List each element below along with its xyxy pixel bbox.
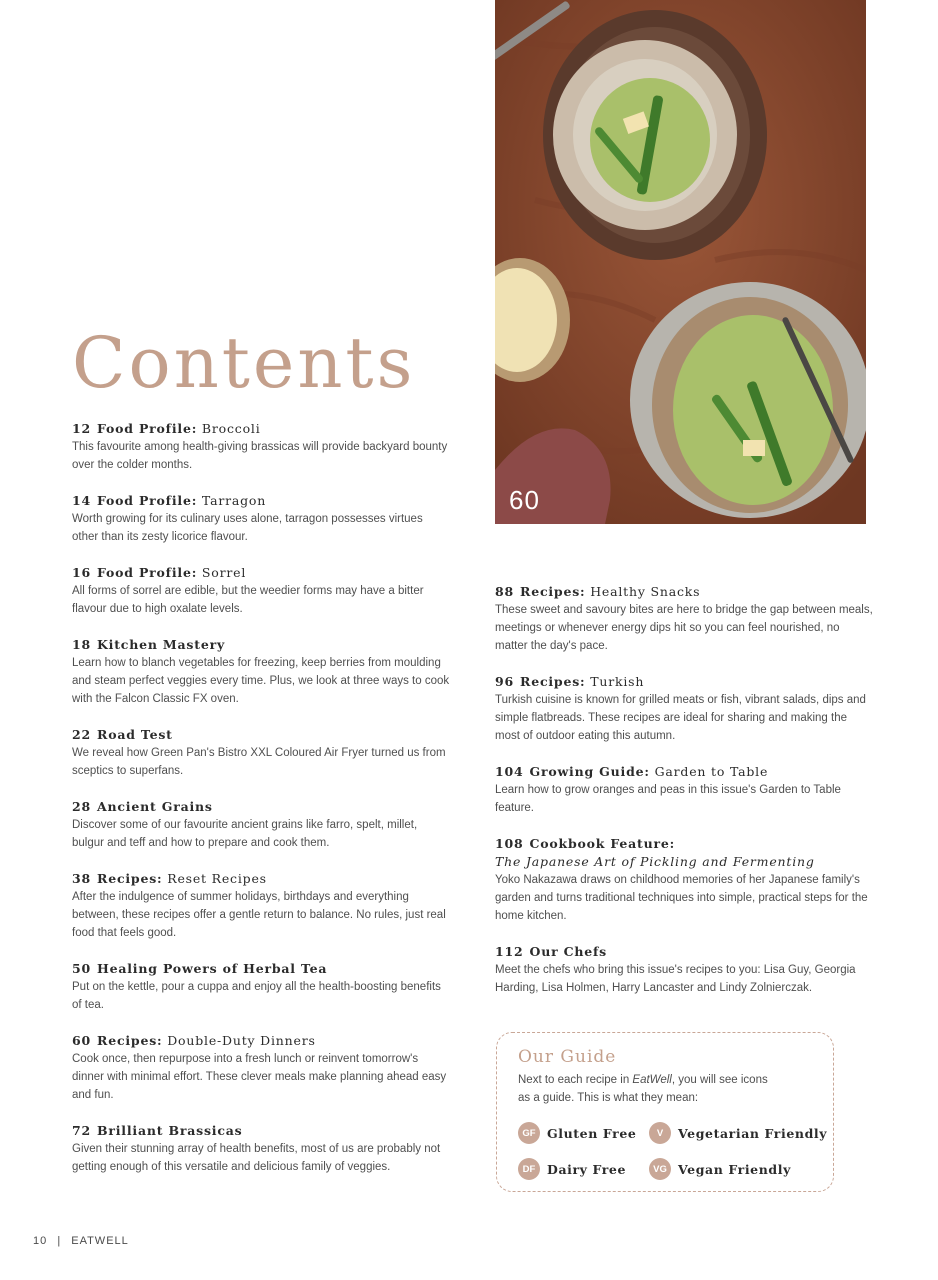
entry-page-number: 38: [72, 871, 91, 886]
entry-description: Yoko Nakazawa draws on childhood memories of her Japanese family's garden and turns traditional techniques into simple, practical steps for the home kitchen.: [495, 874, 868, 922]
contents-list-left: [72, 420, 452, 1194]
entry-subtitle: Broccoli: [201, 421, 261, 436]
entry-subtitle: Reset Recipes: [167, 871, 267, 886]
entry-page-number: 18: [72, 637, 91, 652]
entry-description: Cook once, then repurpose into a fresh lunch or reinvent tomorrow's dinner with minimal effort. These clever meals make planning ahead easy and fun.: [72, 1053, 447, 1101]
contents-entry[interactable]: [72, 726, 452, 780]
entry-heading: [72, 798, 452, 816]
our-guide-box: [496, 1032, 834, 1192]
entry-heading: [72, 726, 452, 744]
entry-category: Growing Guide:: [529, 764, 650, 779]
guide-text-after: , you will see icons as a guide. This is what they mean:: [518, 1074, 768, 1104]
entry-heading: [72, 492, 452, 510]
contents-list-right: [495, 583, 875, 1015]
contents-entry[interactable]: [72, 636, 452, 708]
entry-heading: [72, 960, 452, 978]
entry-heading: [495, 583, 875, 601]
entry-heading: [72, 1032, 452, 1050]
entry-description: Discover some of our favourite ancient grains like farro, spelt, millet, bulgur and teff and how to prepare and cook them.: [72, 819, 418, 849]
entry-category: Recipes:: [97, 871, 163, 886]
vegetarian-badge-icon: V: [649, 1122, 671, 1144]
guide-item-vegetarian: [649, 1122, 827, 1144]
guide-text-italic: EatWell: [632, 1074, 672, 1086]
entry-category: Food Profile:: [97, 493, 198, 508]
entry-description: Meet the chefs who bring this issue's recipes to you: Lisa Guy, Georgia Harding, Lisa Holmen, Harry Lancaster and Lindy Zolnierczak.: [495, 964, 856, 994]
entry-page-number: 72: [72, 1123, 91, 1138]
contents-entry[interactable]: [495, 583, 875, 655]
guide-text-before: Next to each recipe in: [518, 1074, 633, 1086]
page-footer: [33, 1235, 129, 1247]
entry-subtitle: Healthy Snacks: [590, 584, 701, 599]
entry-heading: [72, 870, 452, 888]
entry-page-number: 112: [495, 944, 524, 959]
entry-subtitle: Tarragon: [201, 493, 267, 508]
footer-separator: |: [57, 1235, 62, 1247]
entry-description: Given their stunning array of health benefits, most of us are probably not getting enough of this versatile and delicious family of veggies.: [72, 1143, 441, 1173]
entry-description: Turkish cuisine is known for grilled meats or fish, vibrant salads, dips and simple flatbreads. These recipes are ideal for sharing and making the most of outdoor eating this autumn.: [495, 694, 866, 742]
entry-heading: [495, 673, 875, 691]
contents-entry[interactable]: [72, 870, 452, 942]
entry-subtitle: Sorrel: [201, 565, 247, 580]
contents-entry[interactable]: [72, 1032, 452, 1104]
entry-heading: [72, 564, 452, 582]
entry-page-number: 16: [72, 565, 91, 580]
entry-page-number: 22: [72, 727, 91, 742]
entry-page-number: 50: [72, 961, 91, 976]
entry-category: Food Profile:: [97, 421, 198, 436]
gluten-free-badge-icon: GF: [518, 1122, 540, 1144]
footer-page-number: 10: [33, 1235, 48, 1247]
entry-category: Recipes:: [520, 674, 586, 689]
vegan-badge-icon: VG: [649, 1158, 671, 1180]
entry-page-number: 104: [495, 764, 524, 779]
entry-heading: [72, 420, 452, 438]
entry-description: We reveal how Green Pan's Bistro XXL Coloured Air Fryer turned us from sceptics to superfans.: [72, 747, 446, 777]
contents-entry[interactable]: [72, 960, 452, 1014]
entry-category: Ancient Grains: [97, 799, 213, 814]
photo-page-number: 60: [509, 485, 540, 515]
entry-description: This favourite among health-giving brassicas will provide backyard bounty over the colder months.: [72, 441, 448, 471]
guide-item-gluten-free: [518, 1122, 636, 1144]
footer-brand: EATWELL: [71, 1235, 129, 1247]
cover-photo-risotto: [495, 0, 866, 524]
guide-title: Our Guide: [518, 1047, 617, 1067]
entry-page-number: 96: [495, 674, 514, 689]
risotto-illustration: [495, 0, 866, 524]
entry-category: Our Chefs: [529, 944, 608, 959]
entry-description: Learn how to blanch vegetables for freezing, keep berries from moulding and steam perfect veggies every time. Plus, we look at three ways to cook with the Falcon Classic FX oven.: [72, 657, 450, 705]
contents-entry[interactable]: [495, 943, 875, 997]
page-title: Contents: [72, 322, 416, 404]
entry-heading: [72, 636, 452, 654]
entry-heading: [495, 943, 875, 961]
guide-item-dairy-free: [518, 1158, 626, 1180]
guide-item-label: Vegetarian Friendly: [678, 1125, 828, 1141]
entry-subtitle: Turkish: [590, 674, 645, 689]
entry-category: Kitchen Mastery: [97, 637, 226, 652]
contents-entry[interactable]: [495, 673, 875, 745]
entry-description: Learn how to grow oranges and peas in this issue's Garden to Table feature.: [495, 784, 841, 814]
entry-description: All forms of sorrel are edible, but the weedier forms may have a bitter flavour due to high oxalate levels.: [72, 585, 424, 615]
entry-subtitle: The Japanese Art of Pickling and Fermenting: [495, 854, 815, 869]
entry-page-number: 108: [495, 836, 524, 851]
entry-category: Road Test: [97, 727, 173, 742]
entry-category: Recipes:: [97, 1033, 163, 1048]
entry-category: Recipes:: [520, 584, 586, 599]
entry-description: Put on the kettle, pour a cuppa and enjoy all the health-boosting benefits of tea.: [72, 981, 441, 1011]
entry-page-number: 28: [72, 799, 91, 814]
entry-heading: [72, 1122, 452, 1140]
dairy-free-badge-icon: DF: [518, 1158, 540, 1180]
guide-item-label: Dairy Free: [547, 1161, 627, 1177]
contents-entry[interactable]: [72, 1122, 452, 1176]
entry-subtitle: Double-Duty Dinners: [167, 1033, 316, 1048]
contents-entry[interactable]: [72, 564, 452, 618]
entry-heading: [495, 763, 875, 781]
guide-text: [518, 1071, 768, 1107]
entry-heading: [495, 835, 875, 871]
entry-category: Food Profile:: [97, 565, 198, 580]
contents-entry[interactable]: [72, 798, 452, 852]
guide-item-label: Gluten Free: [547, 1125, 637, 1141]
entry-page-number: 88: [495, 584, 514, 599]
contents-entry[interactable]: [495, 763, 875, 817]
contents-entry[interactable]: [72, 420, 452, 474]
entry-category: Brilliant Brassicas: [97, 1123, 243, 1138]
contents-entry[interactable]: [495, 835, 875, 925]
contents-entry[interactable]: [72, 492, 452, 546]
entry-page-number: 12: [72, 421, 91, 436]
entry-page-number: 14: [72, 493, 91, 508]
entry-page-number: 60: [72, 1033, 91, 1048]
entry-description: These sweet and savoury bites are here to bridge the gap between meals, meetings or whenever energy dips hit so you can feel nourished, no matter the day's pace.: [495, 604, 873, 652]
guide-item-vegan: [649, 1158, 791, 1180]
entry-category: Healing Powers of Herbal Tea: [97, 961, 328, 976]
entry-description: After the indulgence of summer holidays, birthdays and everything between, these recipes offer a gentle return to balance. No rules, just real food that feels good.: [72, 891, 446, 939]
entry-description: Worth growing for its culinary uses alone, tarragon possesses virtues other than its zesty licorice flavour.: [72, 513, 423, 543]
entry-category: Cookbook Feature:: [529, 836, 676, 851]
guide-item-label: Vegan Friendly: [678, 1161, 791, 1177]
entry-subtitle: Garden to Table: [654, 764, 769, 779]
